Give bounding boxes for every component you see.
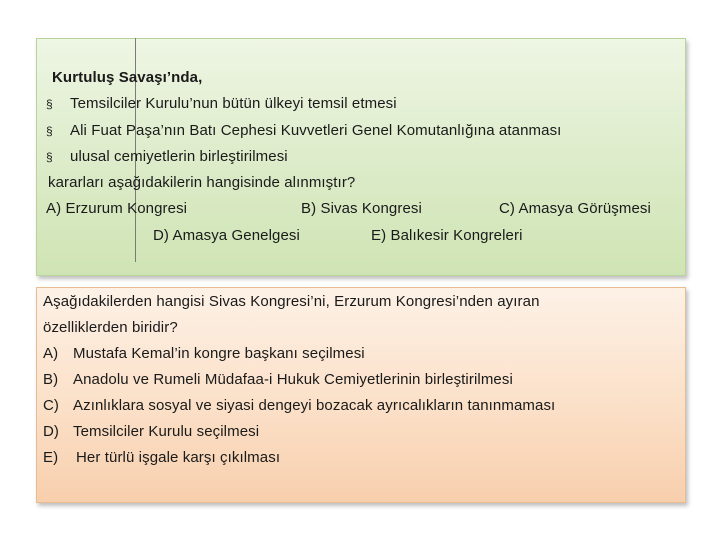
question-2-option-b-text: Anadolu ve Rumeli Müdafaa-i Hukuk Cemiyetlerinin birleştirilmesi: [73, 371, 513, 388]
bullet-icon: §: [46, 150, 53, 164]
question-1-option-b: B) Sivas Kongresi: [301, 200, 422, 217]
question-1-intro: Kurtuluş Savaşı’nda,: [52, 69, 203, 86]
question-2-option-d-text: Temsilciler Kurulu seçilmesi: [73, 423, 260, 440]
question-1-item-3: ulusal cemiyetlerin birleştirilmesi: [70, 148, 288, 165]
bullet-icon: §: [46, 97, 53, 111]
question-1-option-c: C) Amasya Görüşmesi: [499, 200, 651, 217]
question-2-option-b-letter: B): [43, 371, 59, 388]
question-1-option-e: E) Balıkesir Kongreleri: [371, 227, 523, 244]
question-1-stem: kararları aşağıdakilerin hangisinde alınmıştır?: [48, 174, 356, 191]
question-1-option-d: D) Amasya Genelgesi: [153, 227, 300, 244]
question-2-option-d-letter: D): [43, 423, 60, 440]
question-2-option-a-letter: A): [43, 345, 59, 362]
question-2-option-e-letter: E): [43, 449, 59, 466]
question-2-option-e-text: Her türlü işgale karşı çıkılması: [76, 449, 281, 466]
question-2-option-c-text: Azınlıklara sosyal ve siyasi dengeyi bozacak ayrıcalıkların tanınmaması: [73, 397, 556, 414]
question-1-item-1: Temsilciler Kurulu’nun bütün ülkeyi temsil etmesi: [70, 95, 397, 112]
question-2-stem-line-2: özelliklerden biridir?: [43, 319, 178, 336]
question-1-item-2: Ali Fuat Paşa’nın Batı Cephesi Kuvvetleri Genel Komutanlığına atanması: [70, 122, 562, 139]
question-2-stem-line-1: Aşağıdakilerden hangisi Sivas Kongresi’ni, Erzurum Kongresi’nden ayıran: [43, 293, 540, 310]
question-2-option-a-text: Mustafa Kemal’in kongre başkanı seçilmesi: [73, 345, 365, 362]
bullet-icon: §: [46, 124, 53, 138]
question-1-option-a: A) Erzurum Kongresi: [46, 200, 188, 217]
question-2-option-c-letter: C): [43, 397, 60, 414]
